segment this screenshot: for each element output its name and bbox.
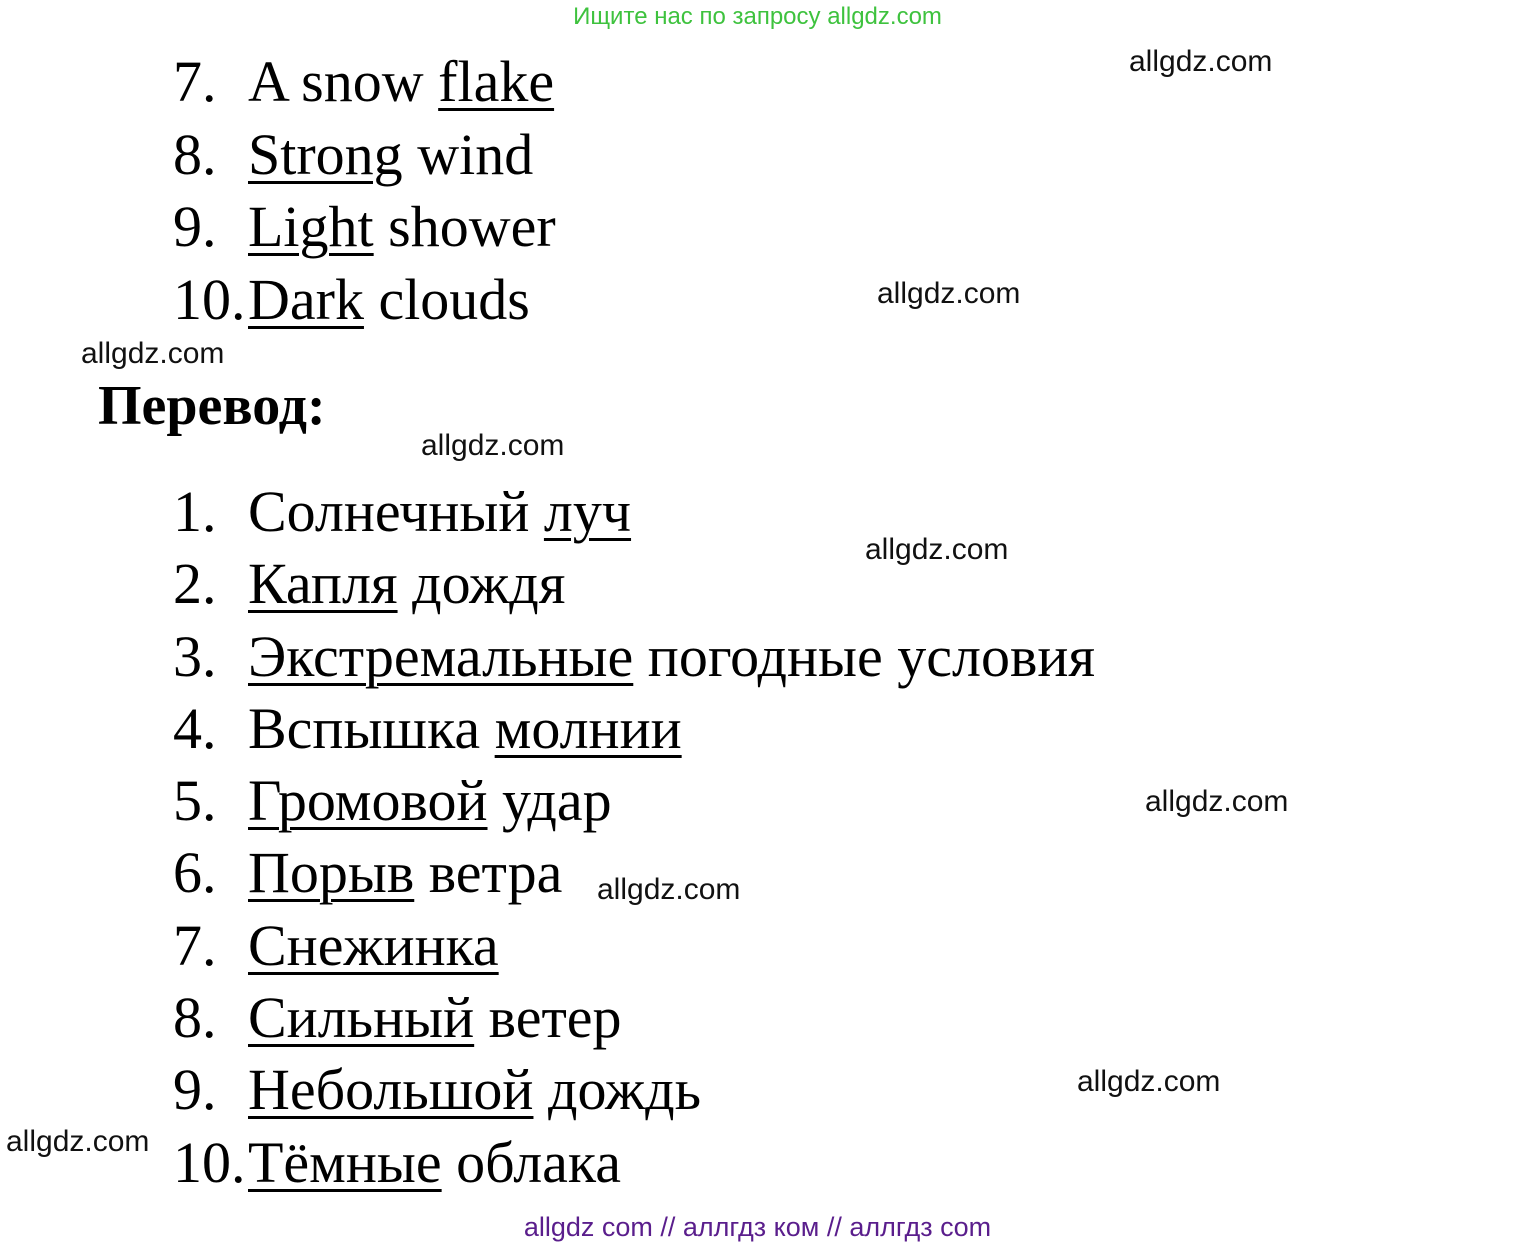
item-text: дождя (397, 551, 566, 617)
item-number: 8. (173, 985, 217, 1051)
english-list (173, 46, 556, 336)
item-number: 3. (173, 623, 217, 689)
item-underlined-word: луч (543, 479, 632, 544)
watermark: allgdz.com (877, 277, 1021, 310)
item-text: дождь (533, 1057, 702, 1123)
item-text: облака (441, 1129, 621, 1195)
watermark: allgdz.com (1129, 45, 1273, 78)
item-number: 2. (173, 551, 217, 617)
list-item (173, 1054, 1095, 1126)
list-item (173, 1127, 1095, 1199)
list-item (173, 119, 556, 192)
list-item (173, 621, 1095, 693)
item-number: 9. (173, 1057, 217, 1123)
list-item (173, 264, 556, 337)
list-item (173, 910, 1095, 982)
watermark: allgdz.com (1077, 1065, 1221, 1098)
list-item (173, 46, 556, 119)
item-number: 7. (173, 49, 217, 114)
watermark: allgdz.com (81, 337, 225, 370)
watermark: allgdz.com (865, 533, 1009, 566)
watermark: allgdz.com (6, 1125, 150, 1158)
watermark: allgdz.com (1145, 785, 1289, 818)
item-underlined-word: Тёмные (248, 1129, 442, 1195)
watermark: allgdz.com (597, 873, 741, 906)
item-number: 6. (173, 840, 217, 906)
item-number: 10. (173, 1129, 246, 1195)
item-underlined-word: молнии (494, 695, 682, 761)
list-item (173, 982, 1095, 1054)
list-item (173, 693, 1095, 765)
item-text: удар (487, 768, 612, 834)
item-number: 1. (173, 479, 217, 544)
item-text: shower (373, 194, 556, 259)
watermark: allgdz.com (421, 429, 565, 462)
item-underlined-word: Порыв (248, 840, 415, 906)
item-text: ветра (414, 840, 563, 906)
item-underlined-word: Снежинка (248, 912, 499, 978)
item-number: 7. (173, 912, 217, 978)
item-text: Вспышка (248, 695, 495, 761)
item-underlined-word: Strong (248, 121, 403, 187)
item-underlined-word: Dark (248, 266, 364, 332)
item-underlined-word: Капля (248, 551, 398, 617)
translation-heading: Перевод: (98, 375, 326, 437)
item-underlined-word: Небольшой (248, 1057, 534, 1123)
list-item (173, 191, 556, 264)
item-text: clouds (363, 266, 530, 332)
item-underlined-word: Light (248, 194, 374, 259)
list-item (173, 765, 1095, 837)
item-number: 9. (173, 194, 217, 259)
item-text: A snow (248, 49, 439, 114)
item-underlined-word: Громовой (248, 768, 488, 834)
item-text: ветер (474, 985, 622, 1051)
bottom-banner: allgdz com // аллгдз ком // аллгдз com (523, 1212, 992, 1242)
russian-list (173, 476, 1095, 1199)
item-number: 8. (173, 121, 217, 187)
item-number: 5. (173, 768, 217, 834)
item-underlined-word: Сильный (248, 985, 475, 1051)
item-underlined-word: flake (438, 49, 555, 114)
item-number: 10. (173, 266, 246, 332)
top-banner: Ищите нас по запросу allgdz.com (573, 3, 942, 30)
item-number: 4. (173, 695, 217, 761)
item-underlined-word: Экстремальные (248, 623, 634, 689)
item-text: погодные условия (633, 623, 1096, 689)
item-text: Солнечный (248, 479, 544, 544)
item-text: wind (402, 121, 534, 187)
